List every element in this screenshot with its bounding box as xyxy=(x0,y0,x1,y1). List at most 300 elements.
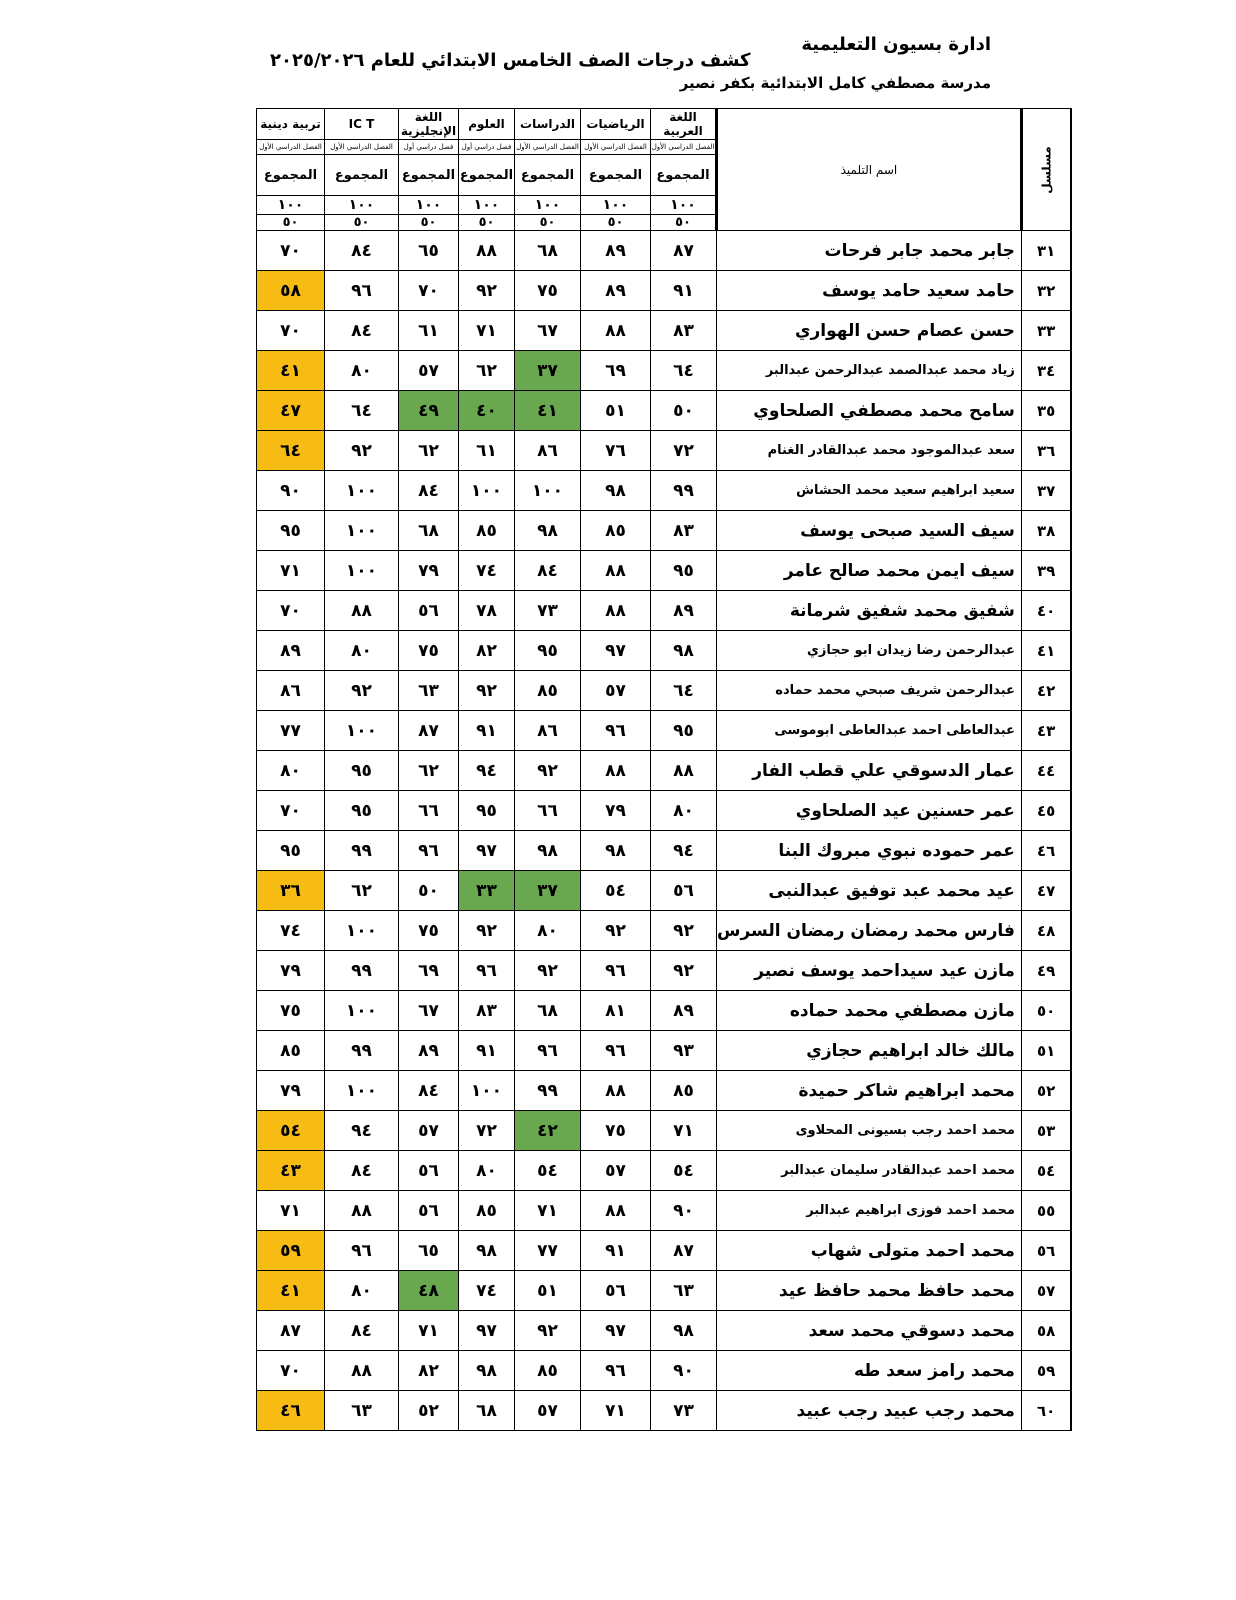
student-name-cell: عمار الدسوقي علي قطب الفار xyxy=(717,751,1022,791)
score-cell: ٩٢ xyxy=(325,431,399,471)
serial-cell: ٥١ xyxy=(1021,1031,1071,1071)
max-score: ١٠٠ xyxy=(651,196,717,215)
score-cell: ٨٥ xyxy=(581,511,651,551)
score-cell: ٨٠ xyxy=(651,791,717,831)
score-cell: ٩٦ xyxy=(515,1031,581,1071)
score-cell: ٩٥ xyxy=(325,791,399,831)
score-cell: ٨٨ xyxy=(325,591,399,631)
score-cell: ٨٨ xyxy=(581,751,651,791)
student-name-cell: محمد احمد فوزى ابراهيم عبدالبر xyxy=(717,1191,1022,1231)
score-cell: ٩١ xyxy=(459,711,515,751)
score-cell: ٨٣ xyxy=(459,991,515,1031)
min-score: ٥٠ xyxy=(459,215,515,231)
score-cell: ٧٥ xyxy=(399,631,459,671)
table-row xyxy=(257,1391,1072,1431)
term-label: الفصل الدراسي الأول xyxy=(325,140,399,155)
score-cell: ٩٩ xyxy=(325,1031,399,1071)
score-cell: ٩٨ xyxy=(651,631,717,671)
score-cell: ٦٦ xyxy=(515,791,581,831)
serial-cell: ٤٧ xyxy=(1021,871,1071,911)
term-label: الفصل الدراسي الأول xyxy=(515,140,581,155)
score-cell: ٩٩ xyxy=(651,471,717,511)
total-label: المجموع xyxy=(515,155,581,196)
score-cell: ٨٤ xyxy=(325,1151,399,1191)
score-cell: ٩٥ xyxy=(257,831,325,871)
student-name-cell: عبدالرحمن رضا زيدان ابو حجازي xyxy=(717,631,1022,671)
score-cell: ٨٤ xyxy=(325,231,399,271)
student-name-cell: سيف ايمن محمد صالح عامر xyxy=(717,551,1022,591)
score-cell: ٣٧ xyxy=(515,871,581,911)
score-cell: ٨٥ xyxy=(257,1031,325,1071)
subject-header: تربية دينية xyxy=(257,109,325,140)
score-cell: ٧٦ xyxy=(581,431,651,471)
score-cell: ٦٤ xyxy=(651,671,717,711)
student-name-cell: عمر حموده نبوي مبروك البنا xyxy=(717,831,1022,871)
score-cell: ٧٤ xyxy=(257,911,325,951)
score-cell: ٨٩ xyxy=(651,991,717,1031)
min-score: ٥٠ xyxy=(651,215,717,231)
score-cell: ١٠٠ xyxy=(459,471,515,511)
score-cell: ٩٦ xyxy=(581,711,651,751)
score-cell: ٧١ xyxy=(581,1391,651,1431)
score-cell: ١٠٠ xyxy=(325,551,399,591)
score-cell: ٣٧ xyxy=(515,351,581,391)
score-cell: ٨٩ xyxy=(581,231,651,271)
score-cell: ٩٨ xyxy=(515,831,581,871)
score-cell: ٨٨ xyxy=(581,551,651,591)
score-cell: ٩٢ xyxy=(325,671,399,711)
serial-cell: ٣٦ xyxy=(1021,431,1071,471)
score-cell: ٥٧ xyxy=(399,351,459,391)
serial-cell: ٣٩ xyxy=(1021,551,1071,591)
score-cell: ٦١ xyxy=(459,431,515,471)
serial-cell: ٥٢ xyxy=(1021,1071,1071,1111)
score-cell: ٧٤ xyxy=(459,551,515,591)
score-cell: ٩٤ xyxy=(651,831,717,871)
score-cell: ٥٤ xyxy=(257,1111,325,1151)
score-cell: ٨٩ xyxy=(581,271,651,311)
score-cell: ٥٠ xyxy=(399,871,459,911)
score-cell: ٧١ xyxy=(515,1191,581,1231)
student-name-cell: عمر حسنين عيد الصلحاوي xyxy=(717,791,1022,831)
score-cell: ٤١ xyxy=(257,1271,325,1311)
score-cell: ٩٦ xyxy=(581,1351,651,1391)
score-cell: ٧٩ xyxy=(257,951,325,991)
table-row xyxy=(257,1191,1072,1231)
score-cell: ٩٩ xyxy=(325,951,399,991)
table-row xyxy=(257,631,1072,671)
score-cell: ٦٤ xyxy=(651,351,717,391)
student-name-cell: سيف السيد صبحى يوسف xyxy=(717,511,1022,551)
total-label: المجموع xyxy=(581,155,651,196)
score-cell: ٩٨ xyxy=(459,1351,515,1391)
score-cell: ١٠٠ xyxy=(325,991,399,1031)
serial-header: مسلسل xyxy=(1021,109,1071,231)
score-cell: ٧٩ xyxy=(399,551,459,591)
score-cell: ٧١ xyxy=(459,311,515,351)
score-cell: ٤٨ xyxy=(399,1271,459,1311)
score-cell: ٩٨ xyxy=(515,511,581,551)
student-name-cell: محمد ابراهيم شاكر حميدة xyxy=(717,1071,1022,1111)
table-row xyxy=(257,1031,1072,1071)
score-cell: ٨٥ xyxy=(459,1191,515,1231)
serial-cell: ٤١ xyxy=(1021,631,1071,671)
score-cell: ٨٩ xyxy=(651,591,717,631)
score-cell: ٥٦ xyxy=(399,1191,459,1231)
score-cell: ٨٧ xyxy=(651,231,717,271)
student-name-cell: عبدالرحمن شريف صبحي محمد حماده xyxy=(717,671,1022,711)
score-cell: ٤٢ xyxy=(515,1111,581,1151)
student-name-cell: سعد عبدالموجود محمد عبدالقادر الغنام xyxy=(717,431,1022,471)
score-cell: ٩٢ xyxy=(459,911,515,951)
table-row xyxy=(257,231,1072,271)
score-cell: ٩٢ xyxy=(515,951,581,991)
score-cell: ٧٢ xyxy=(459,1111,515,1151)
term-label: الفصل الدراسي الأول xyxy=(651,140,717,155)
school-name: مدرسة مصطفي كامل الابتدائية بكفر نصير xyxy=(679,74,991,92)
grades-body xyxy=(257,231,1072,1431)
total-label: المجموع xyxy=(257,155,325,196)
score-cell: ٨٠ xyxy=(325,631,399,671)
serial-cell: ٣٤ xyxy=(1021,351,1071,391)
table-row xyxy=(257,1231,1072,1271)
score-cell: ١٠٠ xyxy=(325,471,399,511)
score-cell: ٦٨ xyxy=(399,511,459,551)
score-cell: ٩٦ xyxy=(459,951,515,991)
score-cell: ٨٨ xyxy=(581,1071,651,1111)
student-name-cell: محمد احمد متولى شهاب xyxy=(717,1231,1022,1271)
total-label: المجموع xyxy=(399,155,459,196)
score-cell: ٨٢ xyxy=(459,631,515,671)
score-cell: ٨٠ xyxy=(257,751,325,791)
score-cell: ٩٧ xyxy=(581,631,651,671)
score-cell: ٦٥ xyxy=(399,231,459,271)
table-row xyxy=(257,1271,1072,1311)
score-cell: ٨٥ xyxy=(459,511,515,551)
student-name-cell: شفيق محمد شفيق شرمانة xyxy=(717,591,1022,631)
score-cell: ٧١ xyxy=(257,551,325,591)
serial-cell: ٤٠ xyxy=(1021,591,1071,631)
serial-cell: ٥٩ xyxy=(1021,1351,1071,1391)
score-cell: ٨٧ xyxy=(651,1231,717,1271)
score-cell: ٨٠ xyxy=(515,911,581,951)
score-cell: ٩٧ xyxy=(459,1311,515,1351)
score-cell: ٦٦ xyxy=(399,791,459,831)
subject-header: اللغة الإنجليزية xyxy=(399,109,459,140)
score-cell: ٨٤ xyxy=(399,471,459,511)
student-name-cell: مازن عيد سيداحمد يوسف نصير xyxy=(717,951,1022,991)
score-cell: ١٠٠ xyxy=(515,471,581,511)
student-name-cell: سامح محمد مصطفي الصلحاوي xyxy=(717,391,1022,431)
table-row xyxy=(257,991,1072,1031)
subject-header: الرياضيات xyxy=(581,109,651,140)
score-cell: ٩٨ xyxy=(581,471,651,511)
score-cell: ٩٢ xyxy=(581,911,651,951)
score-cell: ٦٣ xyxy=(651,1271,717,1311)
score-cell: ٦٤ xyxy=(325,391,399,431)
score-cell: ٨٨ xyxy=(581,1191,651,1231)
total-label: المجموع xyxy=(651,155,717,196)
table-row xyxy=(257,911,1072,951)
score-cell: ٥٤ xyxy=(651,1151,717,1191)
table-row xyxy=(257,551,1072,591)
score-cell: ٥٧ xyxy=(581,671,651,711)
min-score: ٥٠ xyxy=(399,215,459,231)
score-cell: ٧٠ xyxy=(257,591,325,631)
table-row xyxy=(257,1311,1072,1351)
score-cell: ١٠٠ xyxy=(459,1071,515,1111)
score-cell: ٩٢ xyxy=(651,911,717,951)
subject-header: الدراسات xyxy=(515,109,581,140)
score-cell: ٩٩ xyxy=(515,1071,581,1111)
student-name-cell: محمد رامز سعد طه xyxy=(717,1351,1022,1391)
score-cell: ٥١ xyxy=(515,1271,581,1311)
student-name-cell: فارس محمد رمضان رمضان السرس xyxy=(717,911,1022,951)
score-cell: ٩٢ xyxy=(515,1311,581,1351)
score-cell: ٤٧ xyxy=(257,391,325,431)
score-cell: ٩٦ xyxy=(581,1031,651,1071)
score-cell: ٤٩ xyxy=(399,391,459,431)
student-name-cell: مالك خالد ابراهيم حجازي xyxy=(717,1031,1022,1071)
score-cell: ٨١ xyxy=(581,991,651,1031)
score-cell: ٧٠ xyxy=(257,311,325,351)
score-cell: ٨٣ xyxy=(651,311,717,351)
score-cell: ٩٩ xyxy=(325,831,399,871)
score-cell: ٥٦ xyxy=(581,1271,651,1311)
score-cell: ٦٤ xyxy=(257,431,325,471)
max-score: ١٠٠ xyxy=(257,196,325,215)
score-cell: ٧٤ xyxy=(459,1271,515,1311)
table-row xyxy=(257,711,1072,751)
score-cell: ٥٤ xyxy=(581,871,651,911)
min-score: ٥٠ xyxy=(325,215,399,231)
score-cell: ٩٨ xyxy=(581,831,651,871)
score-cell: ٨٥ xyxy=(515,671,581,711)
score-cell: ٦٣ xyxy=(399,671,459,711)
score-cell: ٩٨ xyxy=(651,1311,717,1351)
score-cell: ٨٥ xyxy=(651,1071,717,1111)
score-cell: ٨٨ xyxy=(325,1191,399,1231)
score-cell: ٩٥ xyxy=(325,751,399,791)
score-cell: ٥٠ xyxy=(651,391,717,431)
table-row xyxy=(257,591,1072,631)
score-cell: ١٠٠ xyxy=(325,1071,399,1111)
score-cell: ٥٤ xyxy=(515,1151,581,1191)
score-cell: ٩٤ xyxy=(325,1111,399,1151)
score-cell: ١٠٠ xyxy=(325,911,399,951)
table-row xyxy=(257,791,1072,831)
score-cell: ٦٣ xyxy=(325,1391,399,1431)
table-row xyxy=(257,751,1072,791)
score-cell: ٧٨ xyxy=(459,591,515,631)
max-score: ١٠٠ xyxy=(515,196,581,215)
table-row xyxy=(257,271,1072,311)
score-cell: ٩٨ xyxy=(459,1231,515,1271)
score-cell: ٤١ xyxy=(515,391,581,431)
score-cell: ٦٨ xyxy=(515,991,581,1031)
score-cell: ٩٧ xyxy=(459,831,515,871)
serial-cell: ٥٧ xyxy=(1021,1271,1071,1311)
table-row xyxy=(257,471,1072,511)
score-cell: ٨٨ xyxy=(651,751,717,791)
score-cell: ٧٠ xyxy=(257,791,325,831)
score-cell: ٨٤ xyxy=(325,1311,399,1351)
score-cell: ٤٦ xyxy=(257,1391,325,1431)
student-name-cell: حسن عصام حسن الهواري xyxy=(717,311,1022,351)
table-row xyxy=(257,311,1072,351)
min-score: ٥٠ xyxy=(515,215,581,231)
score-cell: ٨٦ xyxy=(515,711,581,751)
score-cell: ٩١ xyxy=(581,1231,651,1271)
student-name-cell: مازن مصطفي محمد حماده xyxy=(717,991,1022,1031)
score-cell: ٩٥ xyxy=(515,631,581,671)
score-cell: ٨٧ xyxy=(399,711,459,751)
score-cell: ٩٢ xyxy=(459,271,515,311)
score-cell: ٨٧ xyxy=(257,1311,325,1351)
score-cell: ٦٥ xyxy=(399,1231,459,1271)
score-cell: ٩٦ xyxy=(399,831,459,871)
serial-cell: ٣٢ xyxy=(1021,271,1071,311)
score-cell: ٧٠ xyxy=(257,231,325,271)
score-cell: ١٠٠ xyxy=(325,511,399,551)
score-cell: ٥٨ xyxy=(257,271,325,311)
score-cell: ٧٥ xyxy=(257,991,325,1031)
score-cell: ٧٥ xyxy=(399,911,459,951)
subject-header: اللغة العربية xyxy=(651,109,717,140)
score-cell: ٦٧ xyxy=(399,991,459,1031)
score-cell: ٧٩ xyxy=(581,791,651,831)
serial-cell: ٣٥ xyxy=(1021,391,1071,431)
score-cell: ٨٨ xyxy=(325,1351,399,1391)
student-name-cell: سعيد ابراهيم سعيد محمد الحشاش xyxy=(717,471,1022,511)
score-cell: ٦٩ xyxy=(581,351,651,391)
score-cell: ٨٠ xyxy=(325,351,399,391)
table-row xyxy=(257,1351,1072,1391)
score-cell: ٩٧ xyxy=(581,1311,651,1351)
score-cell: ٤١ xyxy=(257,351,325,391)
serial-cell: ٤٨ xyxy=(1021,911,1071,951)
score-cell: ٩٠ xyxy=(651,1191,717,1231)
score-cell: ٩٢ xyxy=(459,671,515,711)
grades-table xyxy=(256,108,1072,1431)
subject-header: العلوم xyxy=(459,109,515,140)
score-cell: ٨٨ xyxy=(581,591,651,631)
score-cell: ٩٦ xyxy=(325,271,399,311)
student-name-cell: زياد محمد عبدالصمد عبدالرحمن عبدالبر xyxy=(717,351,1022,391)
score-cell: ٨٩ xyxy=(257,631,325,671)
student-name-cell: محمد احمد عبدالقادر سليمان عبدالبر xyxy=(717,1151,1022,1191)
score-cell: ٩٤ xyxy=(459,751,515,791)
score-cell: ٦٨ xyxy=(515,231,581,271)
score-cell: ٥٢ xyxy=(399,1391,459,1431)
serial-cell: ٣١ xyxy=(1021,231,1071,271)
total-label: المجموع xyxy=(325,155,399,196)
table-row xyxy=(257,391,1072,431)
student-name-header: اسم التلميذ xyxy=(717,109,1022,231)
table-row xyxy=(257,431,1072,471)
page-title: كشف درجات الصف الخامس الابتدائي للعام ٢٠٢٥/٢٠٢٦ xyxy=(270,50,751,71)
score-cell: ٦٧ xyxy=(515,311,581,351)
serial-cell: ٤٦ xyxy=(1021,831,1071,871)
score-cell: ٨٦ xyxy=(515,431,581,471)
serial-cell: ٣٨ xyxy=(1021,511,1071,551)
score-cell: ٥١ xyxy=(581,391,651,431)
table-row xyxy=(257,1111,1072,1151)
table-row xyxy=(257,1071,1072,1111)
table-row xyxy=(257,351,1072,391)
score-cell: ٦٢ xyxy=(459,351,515,391)
serial-cell: ٥٣ xyxy=(1021,1111,1071,1151)
score-cell: ٩٠ xyxy=(257,471,325,511)
score-cell: ٧٥ xyxy=(515,271,581,311)
score-cell: ٥٩ xyxy=(257,1231,325,1271)
score-cell: ٥٦ xyxy=(651,871,717,911)
student-name-cell: عبدالعاطى احمد عبدالعاطى ابوموسى xyxy=(717,711,1022,751)
student-name-cell: حامد سعيد حامد يوسف xyxy=(717,271,1022,311)
min-score: ٥٠ xyxy=(257,215,325,231)
score-cell: ٩٥ xyxy=(257,511,325,551)
score-cell: ٧١ xyxy=(399,1311,459,1351)
score-cell: ٩٦ xyxy=(581,951,651,991)
score-cell: ٣٦ xyxy=(257,871,325,911)
score-cell: ٦٢ xyxy=(399,751,459,791)
student-name-cell: جابر محمد جابر فرحات xyxy=(717,231,1022,271)
score-cell: ٩٥ xyxy=(651,711,717,751)
score-cell: ٤٠ xyxy=(459,391,515,431)
table-row xyxy=(257,1151,1072,1191)
serial-cell: ٥٦ xyxy=(1021,1231,1071,1271)
score-cell: ٨٨ xyxy=(459,231,515,271)
administration-name: ادارة بسيون التعليمية xyxy=(801,34,991,55)
score-cell: ٩٢ xyxy=(515,751,581,791)
serial-cell: ٣٧ xyxy=(1021,471,1071,511)
student-name-cell: عيد محمد عبد توفيق عبدالنبى xyxy=(717,871,1022,911)
score-cell: ٨٤ xyxy=(325,311,399,351)
score-cell: ٨٠ xyxy=(459,1151,515,1191)
score-cell: ٥٧ xyxy=(581,1151,651,1191)
table-row xyxy=(257,831,1072,871)
score-cell: ٧٠ xyxy=(399,271,459,311)
score-cell: ٩٥ xyxy=(459,791,515,831)
table-row xyxy=(257,871,1072,911)
score-cell: ٣٣ xyxy=(459,871,515,911)
subject-header: IC T xyxy=(325,109,399,140)
serial-cell: ٥٠ xyxy=(1021,991,1071,1031)
serial-cell: ٥٨ xyxy=(1021,1311,1071,1351)
score-cell: ٩٥ xyxy=(651,551,717,591)
max-score: ١٠٠ xyxy=(399,196,459,215)
score-cell: ٨٢ xyxy=(399,1351,459,1391)
student-name-cell: محمد رجب عبيد رجب عبيد xyxy=(717,1391,1022,1431)
score-cell: ٩٣ xyxy=(651,1031,717,1071)
score-cell: ٨٩ xyxy=(399,1031,459,1071)
score-cell: ٦٢ xyxy=(325,871,399,911)
term-label: الفصل الدراسي الأول xyxy=(581,140,651,155)
score-cell: ٤٣ xyxy=(257,1151,325,1191)
score-cell: ٥٧ xyxy=(399,1111,459,1151)
min-score: ٥٠ xyxy=(581,215,651,231)
score-cell: ٧٧ xyxy=(515,1231,581,1271)
score-cell: ٨٦ xyxy=(257,671,325,711)
score-cell: ٩٦ xyxy=(325,1231,399,1271)
score-cell: ٩٠ xyxy=(651,1351,717,1391)
score-cell: ٨٣ xyxy=(651,511,717,551)
term-label: الفصل الدراسي الأول xyxy=(257,140,325,155)
score-cell: ٨٤ xyxy=(399,1071,459,1111)
score-cell: ٧٩ xyxy=(257,1071,325,1111)
score-cell: ٨٨ xyxy=(581,311,651,351)
score-cell: ٧٣ xyxy=(515,591,581,631)
